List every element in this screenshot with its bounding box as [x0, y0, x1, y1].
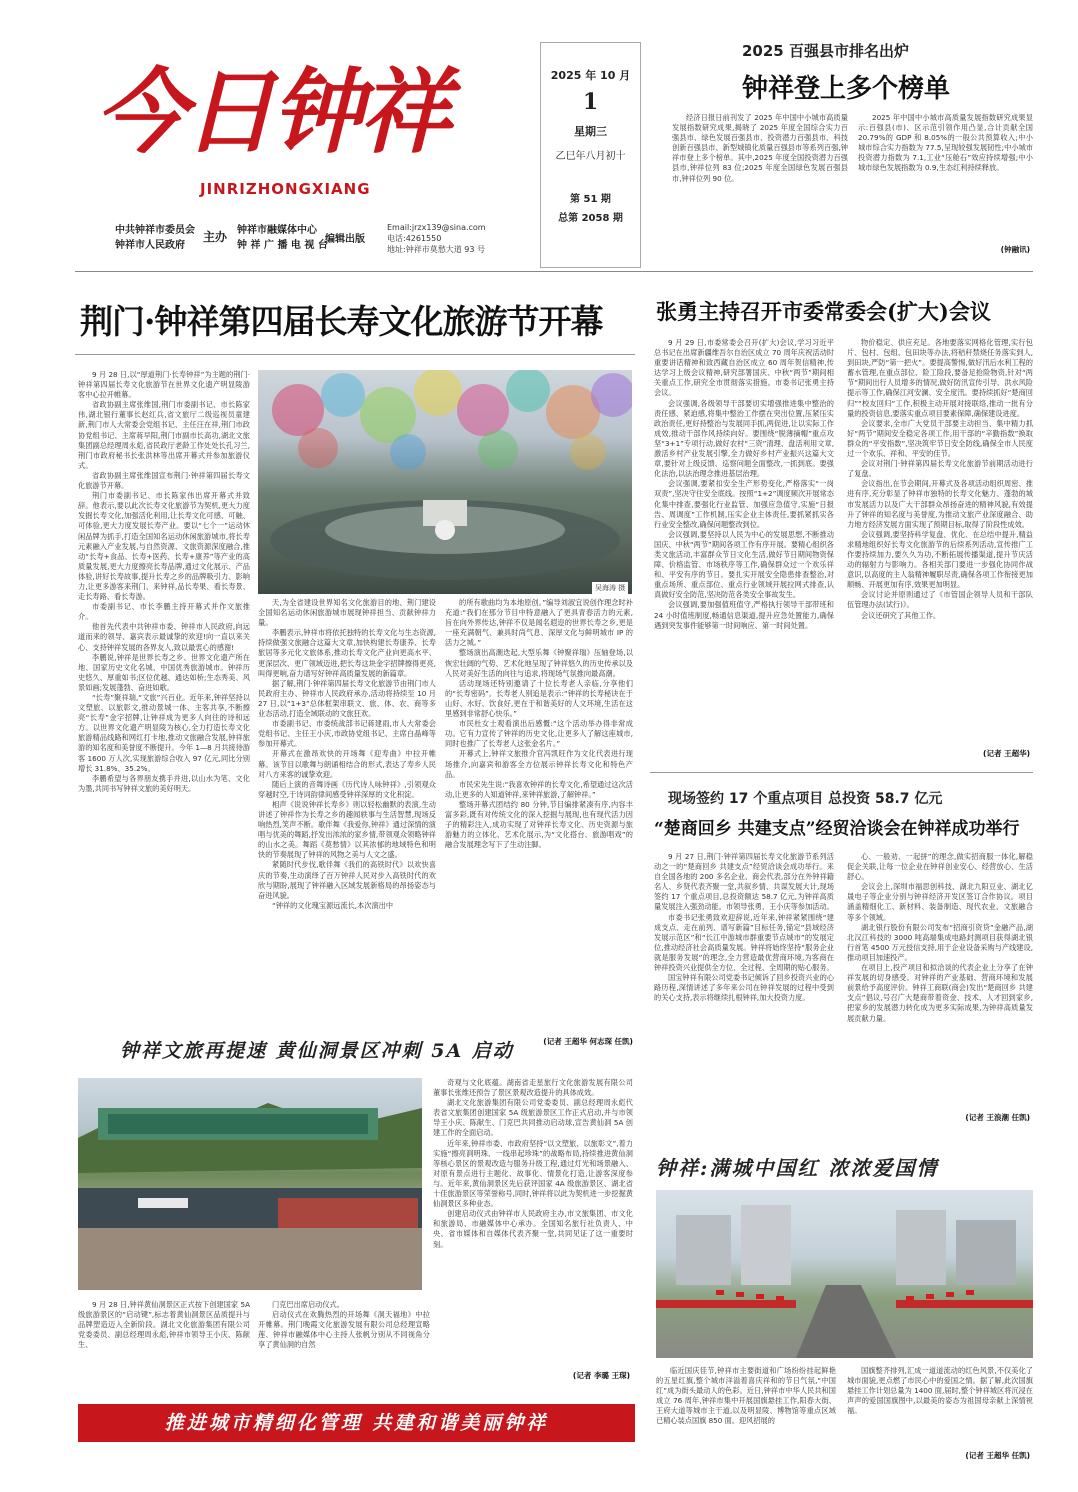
- publisher-block: 钟祥市融媒体中心 钟 祥 广 播 电 视 台: [237, 225, 328, 251]
- paragraph: 李鹏希望与各界朋友携手并进,以山水为笔、文化为墨,共同书写钟祥文旅的美好明天。: [78, 773, 250, 793]
- lead-rule: [75, 354, 635, 355]
- signing-col1: [654, 852, 834, 1137]
- paragraph: 在项目上,投产项目和拟洽谈的代表企业上分享了在钟祥发展的切身感受。对钟祥的产业基础、营商环境和发展前景给予高度评价。钟祥工商联(商会)发出“楚商回乡 共建支点”倡议,号召广大楚商带着资金、技术、人才回到家乡,把家乡的发展潜力转化成为更多实际成果,为钟祥高质量发展贡献力量。: [847, 963, 1033, 1023]
- tourism-photo: [78, 1078, 422, 1290]
- paragraph: 创建启动仪式由钟祥市人民政府主办,市文旅集团、市文化和旅游局、市融媒体中心承办。全国知名旅行社负责人、中央、省市媒体和自媒体代表齐聚一堂,共同见证了这一重要时刻。: [433, 1209, 633, 1249]
- paragraph: 紧随时代步伐,歌伴舞《我们的高铁时代》以欢快喜庆的节奏,生动演绎了百万钟祥人民对步入高铁时代的欢欣与期盼,展现了钟祥融入区域发展新格局的昂扬姿态与奋进风貌。: [258, 860, 436, 900]
- red-china-photo: [656, 1190, 1033, 1358]
- top-story-kicker: 2025 百强县市排名出炉: [742, 42, 909, 60]
- signing-col2: [847, 852, 1033, 1107]
- contact-block: Email:jrzx139@sina.com 电话:4261550 地址:钟祥市莫愁大道 93 号: [387, 223, 486, 254]
- paragraph: 活动现场还特别邀请了十位长寿老人亲临,分享他们的“长寿密码”。长寿老人别追是表示:“钟祥的长寿秘诀在于山好、水好、饮食好,更在于和谐美好的人文环境,生活在这里感到非常舒心快乐。”: [445, 678, 633, 719]
- paragraph: “钟祥的文化瑰宝源远流长,本次演出中: [272, 900, 394, 910]
- paragraph: 国宝钟祥有限公司党委书记倾诉了回乡投资兴业的心路历程,深情讲述了多年来公司在钟祥发展的过程中受到的关心支持,表示将继续扎根钟祥,加大投资力度。: [654, 973, 834, 1003]
- masthead-divider: [75, 271, 1033, 272]
- sponsor-block: 中共钟祥市委员会 钟祥市人民政府: [115, 225, 195, 251]
- ceremony-stage-illustration: [78, 1078, 422, 1290]
- lead-col3: [445, 598, 633, 1028]
- red-china-headline: 钟祥:满城中国红 浓浓爱国情: [656, 1156, 939, 1180]
- paragraph: 心、一般劝、一起拼”的理念,做实招商服一体化,解稳促企关联,让每一位企业在钟祥创业安心、经营放心、生活舒心。: [847, 852, 1033, 882]
- paragraph: 9 月 29 日,市委常委会召开(扩大)会议,学习习近平总书记在出席新疆维吾尔自治区成立 70 周年庆祝活动时重要讲话精神和致西藏自治区成立 60 周年贺信精神,传达学习上级会议精神,研究部署国庆、中秋“两节”期间相关重点工作,研究全市贯彻落实措施。市委书记张勇主持会议。: [654, 338, 834, 398]
- paragraph: 市委副书记、市委统战部书记蒋建雨,市人大常委会党组书记、主任王小庆,市政协党组书记、主席白晶峰等参加开幕式。: [258, 719, 436, 749]
- paragraph: 相声《说说钟祥长寿乡》则以轻松幽默的表演,生动讲述了钟祥作为长寿之乡的趣闻轶事与生活智慧,现场反响热烈,笑声不断。歌伴舞《我爱你,钟祥》通过深情的演唱与优美的舞蹈,抒发出浓浓的家乡情,带领观众领略钟祥的山水之美。舞蹈《莫愁情》以其浓郁的地域特色和明快的节奏展现了钟祥的风物之美与人文之盛。: [258, 799, 436, 860]
- date-box: [540, 42, 641, 268]
- signing-kicker: 现场签约 17 个重点项目 总投资 58.7 亿元: [668, 791, 943, 807]
- paragraph: 省政协副主席张维国宣布荆门·钟祥第四届长寿文化旅游节开幕。: [78, 470, 250, 491]
- meeting-rule: [650, 772, 1033, 773]
- paragraph: 市委副书记、市长李鹏主持开幕式并作文旅推介。: [78, 602, 250, 622]
- meeting-byline: (记者 王超华): [983, 749, 1030, 758]
- date-issue: 第 51 期: [570, 194, 611, 205]
- paragraph: 李鹏说,钟祥是世界长寿之乡、世界文化遗产所在地、国家历史文化名城、中国优秀旅游城市。钟祥历史悠久、厚重如书;区位优越、通达如桥;生态秀美、风景如画;发展蓬勃、奋进如歌。: [78, 652, 250, 692]
- fireworks-illustration: [258, 370, 632, 594]
- tourism-byline: (记者 李璐 王琛): [572, 1371, 630, 1380]
- paragraph: 的所有歌曲均为本地原创。”编导刘淑宜说创作理念时补充道:“我们在那分节目中特意融入了更具青春活力的元素,旨在向外界传达,钟祥不仅是闻名遐迩的世界长寿之乡,更是一座充满朝气、兼具时尚气息、深厚文化与鲜明城市 IP 的活力之城。”: [445, 598, 633, 648]
- paragraph: 会议强调,要坚持以人民为中心的发展思想,不断推动国庆、中秋“两节”期间各项工作有序开展。要精心组织各类文旅活动,丰富群众节日文化生活,做好节日期间物资保障、价格监管、市场秩序等工作,确保群众过一个欢乐祥和、平安有序的节日。要扎实开展安全隐患排查整治,对重点场所、重点部位、重点行业领域开展拉网式排查,认真做好安全防范,坚决防范各类安全事故发生。: [654, 529, 834, 600]
- footer-slogan-text: 推进城市精细化管理 共建和谐美丽钟祥: [164, 1412, 549, 1434]
- meeting-col2: [847, 338, 1033, 738]
- paragraph: 会议对荆门·钟祥第四届长寿文化旅游节前期活动进行了复盘。: [847, 459, 1033, 479]
- footer-slogan-banner: [78, 1404, 635, 1442]
- paragraph: 整场演出高潮迭起,大型乐舞《钟聚祥瑞》压轴登场,以恢宏壮阔的气势、艺术化地呈现了钟祥悠久的历史传承以及人民对美好生活的向往与追求,将现场气氛推向最高潮。: [445, 648, 633, 678]
- lead-photo: [258, 370, 632, 594]
- tourism-col3: [433, 1078, 633, 1366]
- paragraph: 会议强调,要加强值班值守,严格执行领导干部带班和 24 小时值班制度,畅通信息渠道,提升应急处置能力,确保遇到突发事件能够第一时间响应、第一时间处置。: [654, 600, 834, 630]
- paragraph: 会议要求,全市广大党员干部要主动担当、集中精力抓好“两节”期间安全稳定各项工作,用干部的“辛勤指数”换取群众的“平安指数”,坚决筑牢节日安全防线,确保全市人民度过一个欢乐、祥和、平安的佳节。: [847, 418, 1033, 459]
- paragraph: 开幕式在激昂欢快的开场舞《迎寿曲》中拉开帷幕。该节目以歌舞与朗诵相结合的形式,表达了寿乡人民对八方来客的诚挚欢迎。: [258, 749, 436, 779]
- paragraph: 启动仪式在欢腾热烈的开场舞《洞天福地》中拉开帷幕。荆门晚霞文化旅游发展有限公司总经理宣略莲、钟祥市融媒体中心主持人张帆分别从不同视角分享了黄仙洞的自然: [258, 1310, 430, 1350]
- red-china-byline: (记者 王超华 任凯): [965, 1451, 1030, 1460]
- paragraph: 9 月 28 日,以“厚道荆门·长寿钟祥”为主题的荆门·钟祥第四届长寿文化旅游节在世界文化遗产明显陵游客中心拉开帷幕。: [78, 370, 250, 400]
- paragraph: 会议讨论并原则通过了《市管国企领导人员和干部队伍管理办法(试行)》。: [847, 590, 1033, 610]
- lead-photo-credit: 吴海涛 摄: [592, 582, 628, 594]
- date-weekday: 星期三: [574, 125, 607, 138]
- edit-label: 编辑出版: [325, 234, 365, 245]
- paragraph: 会议强调,各级领导干部要切实增强推进集中整治的责任感、紧迫感,将集中整治工作摆在突出位置,压紧压实政治责任,更好持整治与发展同手抓,两促进,让以实际工作成效,推动干部作风持续向好。要围绕“脱薄摘帽”重点攻坚“3+1”专项行动,做好农村“三资”清理、盘活利用文章,激活乡村产业发展引擎,全力做好乡村产业振兴这篇大文章,要针对上级反馈、巡察问题全面整改,一抓到底。要强化法治,以法治理念推进基层治理。: [654, 398, 834, 479]
- top-story-title: 钟祥登上多个榜单: [742, 74, 951, 104]
- paragraph: 随后上演的音舞诗画《历代诗人咏钟祥》,引领观众穿越时空,于诗词韵律间感受钟祥深厚的文化积淀。: [258, 779, 436, 799]
- lead-byline: (记者 王超华 何志琛 任凯): [543, 1037, 633, 1046]
- paragraph: 物价稳定、供应充足。各地要落实网格化管理,实行包片、包村、包组、包田块等办法,将秸秆禁烧任务落实到人,到田块,严防“第一把火”。要提高警惕,做好汛后水利工程的蓄水管理,在重点部位、险工险段,要备足抢险物资,针对“两节”期间出行人员增多的情况,做好防汛宣传引导、洪水风险提示等工作,确保江河安澜、安全度汛。要持续抓好“楚商回归”“校友回归”工作,积极主动开展对接联络,推动一批有分量的投资信息,要落实重点项目要素保障,确保建设进度。: [847, 338, 1033, 418]
- paragraph: 他首先代表中共钟祥市委、钟祥市人民政府,向远道而来的领导、嘉宾表示最诚挚的欢迎!向一直以来关心、支持钟祥发展的各界友人,致以最衷心的感谢!: [78, 622, 250, 652]
- paragraph: “长寿”聚祥瑞,“文旅”兴百业。近年来,钟祥坚持以文塑旅、以旅彰文,推动景城一体、主客共享,不断擦亮“长寿”金字招牌,让钟祥成为更多人向往的诗和远方。以世界文化遗产明显陵为核心,全力打造长寿文化旅游精品线路和网红打卡地,推动文旅融合发展,钟祥旅游的知名度和美誉度不断提升。今年 1—8 月共接待游客 1600 万人次,实现旅游综合收入 97 亿元,同比分别增长 31.8%、35.2%。: [78, 693, 250, 773]
- date-lunar: 乙巳年八月初十: [555, 151, 626, 162]
- paragraph: 市民宋先生说:“我喜欢钟祥的长寿文化,希望通过这次活动,让更多的人知道钟祥,来钟祥旅游,了解钟祥。”: [445, 779, 633, 799]
- top-story-col1: 经济日报日前刊发了 2025 年中国中小城市高质量发展指数研究成果,揭晓了 2025 年度全国综合实力百强县市、绿色发展百强县市、投资潜力百强县市、科技创新百强县市、新型城镇化质量百强县市等系列百强,钟祥市登上多个榜单。其中,2025 年度全国投资潜力百强县市,钟祥位列 83 位;2025 年度全国绿色发展百强县市,钟祥位列 90 位。: [672, 113, 848, 183]
- paragraph: 奇观与文化底蕴。湖南省走星旅行文化旅游发展有限公司董事长张维还预告了景区景观改造提升的具体成效。: [433, 1078, 633, 1098]
- masthead-pinyin: JINRIZHONGXIANG: [200, 180, 371, 198]
- top-story-byline: (钟融讯): [1000, 245, 1030, 254]
- paragraph: 整场开幕式团结约 80 分钟,节目编排紧凑有序,内容丰富多彩,既有对传统文化的深入挖掘与展现,也有现代活力因子的精彩注入,成功实现了对钟祥长寿文化、历史资源与旅游魅力的立体化、艺术化展示,为“文化搭台、旅游唱戏”的融合发展理念写下了生动注脚。: [445, 799, 633, 850]
- red-china-col1: 临近国庆佳节,钟祥市主要街道和广场纷纷挂起鲜艳的五星红旗,整个城市洋溢着喜庆祥和的节日气氛,“中国红”成为街头最动人的色彩。近日,钟祥市中华人民共和国成立 76 周年,钟祥市集中开展国旗悬挂工作,阳春大街、王府大道等城市主干道,以及明显陵、博物馆等重点区域已精心装点国旗 850 面。迎风招展的: [656, 1366, 836, 1426]
- paragraph: 会议强调,要坚持科学复盘、优化、在总结中提升,精益求精地组织好长寿文化旅游节的后续系列活动,宣传推广工作要持续加力,要久久为功,不断拓展传播渠道,提升节庆活动的辐射力与影响力。各相关部门要进一步强化协同作战意识,以高度的主人翁精神履职尽责,确保各项工作衔接更加顺畅、开展更加有序,效果更加明显。: [847, 529, 1033, 590]
- paragraph: 湖北文化旅游集团有限公司党委委员、副总经理周永彪代表省文旅集团创建国家 5A 级旅游景区工作正式启动,并与市领导王小庆、陈献生、门克巴共同推动启动球,宣告黄仙洞 5A 创建工作的全面启动。: [433, 1098, 633, 1138]
- date-day: 1: [582, 89, 599, 115]
- date-year-month: 2025 年 10 月: [550, 69, 631, 82]
- date-total: 总第 2058 期: [558, 213, 623, 224]
- paragraph: 据了解,荆门·钟祥第四届长寿文化旅游节由荆门市人民政府主办、钟祥市人民政府承办,活动将持续至 10 月 27 日,以“1+3”总体框架串联文、旅、体、农、商等多业态活动,打造全域联动的文旅狂欢。: [258, 678, 436, 719]
- street-flags-illustration: [656, 1190, 1033, 1358]
- paragraph: 天,为全省建设世界知名文化旅游目的地、荆门建设全国知名运动休闲旅游城市展现钟祥担当、贡献钟祥力量。: [258, 598, 436, 628]
- masthead-logo: 今日钟祥: [95, 58, 448, 166]
- paragraph: 近年来,钟祥市委、市政府坚持“以文塑旅、以旅彰文”,着力实施“擦亮洞明珠、一线串起珍珠”的战略布局,持续推进黄仙洞等核心景区的景观改造与服务升级工程,通过灯光和场景融入、对原有景点进行主题化、故事化、情景化打造,让游客深度参与。近年来,黄仙洞景区先后获评国家 4A 级旅游景区、湖北省十佳旅游景区等荣誉称号,同时,钟祥将以此为契机进一步挖掘黄仙洞景区多种业态。: [433, 1138, 633, 1209]
- signing-byline: (记者 王浪潮 任凯): [965, 1113, 1030, 1122]
- paragraph: 开幕式上,钟祥文旅推介官冯凯旺作为文化代表进行现场推介,向嘉宾和游客全方位展示钟祥长寿文化和特色产品。: [445, 749, 633, 779]
- meeting-col1: [654, 338, 834, 778]
- paragraph: 市委书记张勇致欢迎辞说,近年来,钟祥紧紧围绕“建成支点、走在前列、谱写新篇”目标任务,锚定“县域经济发展示范区”和“长江中游城市群重要节点城市”的发展定位,推动经济社会高质量发展。钟祥将始终坚持“服务企业就是服务发展”的理念,全力营造最优营商环境,为客商在钟祥投资兴业提供全方位、全过程、全周期的贴心服务。: [654, 912, 834, 973]
- host-label: 主办: [203, 230, 228, 244]
- paragraph: 荆门市委副书记、市长陈家伟出席开幕式并致辞。他表示,要以此次长寿文化旅游节为契机,更大力度发掘长寿文化,加强活化利用,让长寿文化可感、可触、可体验,更大力度发展长寿产业。要以“七个一”运动休闲品牌为抓手,打造全国知名运动休闲旅游城市,将长寿元素融入产业发展,与自然资源、文旅资源深度融合,推动“长寿+食品、长寿+医药、长寿+康养”等产业的高质量发展,更大力度擦亮长寿品牌,通过文化展示、产品体验,讲好长寿故事,提升长寿之乡的品牌吸引力、影响力,让更多游客来荆门、来钟祥,品长寿果、看长寿景、走长寿路、看长寿游。: [78, 491, 250, 602]
- signing-headline: “楚商回乡 共建支点”经贸洽谈会在钟祥成功举行: [654, 819, 1020, 839]
- tourism-col1: [78, 1300, 250, 1380]
- top-story-col2: 2025 年中国中小城市高质量发展指数研究成果显示:百强县(市)、区示范引领作用凸显,合计贡献全国 20.79%的 GDP 和 8.05%的一般公共预算收入;中小城市综合实力指数为 77.5,呈现较强发展韧性;中小城市投资潜力指数为 7.1,工业“压舱石”效应持续增强;中小城市绿色发展指数为 0.9,生态红利持续释放。: [858, 113, 1033, 173]
- paragraph: 门克巴出席启动仪式。: [272, 1300, 344, 1309]
- paragraph: 9 月 28 日,钟祥黄仙洞景区正式按下创建国家 5A 级旅游景区的“启动键”,标志着黄仙洞景区品质提升与品牌塑造迈入全新阶段。湖北文化旅游集团有限公司党委委员、副总经理周永彪,钟祥市领导王小庆、陈献生、: [78, 1300, 250, 1350]
- tourism-headline: 钟祥文旅再提速 黄仙洞景区冲刺 5A 启动: [120, 1040, 514, 1062]
- paragraph: 会议指出,在节会期间,开幕式及各项活动组织周密、推进有序,充分彰显了钟祥市独特的长寿文化魅力、蓬勃的城市发展活力以及广大干部群众昂扬奋进的精神风貌,有效提升了钟祥的知名度与美誉度,为推动文旅产业深度融合、助力地方经济发展方面实现了预期目标,取得了阶段性成效。: [847, 479, 1033, 529]
- paragraph: 市民杜女士观看演出后感慨:“这个活动举办得非常成功。它有力宣传了钟祥的历史文化,让更多人了解这座城市,同时也推广了长寿老人这张金名片。”: [445, 719, 633, 749]
- paragraph: 湖北银行股份有限公司发布“招商引资贷”金融产品,湖北汉江科技的 3000 吨高端集成电路封测项目获得湖北银行首笔 4500 万元授信支持,用于企业设备采购与产线建设,推动项目加速投产。: [847, 922, 1033, 962]
- paragraph: 会议会上,深圳市福思创科技、湖北九阳豆业、湖北亿晟电子等企业分别与钟祥经济开发区签订合作协议。项目涵盖精细化工、新材料、装备制造、现代农业、文旅融合等多个领域。: [847, 882, 1033, 922]
- paragraph: 省政协副主席张维国,荆门市委副书记、市长陈家伟,湖北银行董事长赵红兵,省文旅厅二级巡视员童建新,荆门市人大常委会党组书记、主任汪在祥,荆门市政协党组书记、主席蒋早阳,荆门市副市长高功,湖北文旅集团副总经理周永彪,省民政厅老龄工作处处长孔习兰,荆门市政府秘书长张洪林等出席开幕式并参加旅游仪式。: [78, 400, 250, 470]
- paragraph: 会议强调,要紧扣安全生产形势变化,严格落实“一岗双责”,坚决守住安全底线。按照“1+2”调度频次开展常态化集中排查,要强化行业监管、加强应急值守,实施“日报告、周调度”工作机制,压实企业主体责任,要抓紧抓实各行业安全整改,确保问题整改到位。: [654, 479, 834, 529]
- lead-headline: 荆门·钟祥第四届长寿文化旅游节开幕: [80, 302, 603, 341]
- tourism-col2: [258, 1300, 430, 1380]
- paragraph: 9 月 27 日,荆门·钟祥第四届长寿文化旅游节系列活动之一的“楚商回乡 共建支点”经贸洽谈会成功举行。来自全国各地的 200 多名企业、商会代表,部分在外钟祥籍名人、乡贤代表齐聚一堂,共叙乡情、共谋发展大计,现场签约 17 个重点项目,总投资额达 58.7 亿元,为钟祥高质量发展注入强劲动能。市领导张勇、王小庆等参加活动。: [654, 852, 834, 912]
- red-china-col2: 国旗整齐排列,汇成一道道流动的红色风景,不仅美化了城市面貌,更点燃了市民心中的爱国之情。据了解,此次国旗悬挂工作计划总量为 1400 面,届时,整个钟祥城区将沉浸在声声的爱国国旗图中,以最美的姿态为祖国母亲献上深情祝福。: [847, 1366, 1033, 1416]
- meeting-headline: 张勇主持召开市委常委会(扩大)会议: [656, 299, 991, 324]
- paragraph: 李鹏表示,钟祥市将依托独特的长寿文化与生态资源,持续做强文旅融合这篇大文章,加快构建长寿康养、长寿旅居等多元化文旅体系,推动长寿文化产业向更高水平、更深层次、更广领域迈进,把长寿这块金字招牌擦得更亮,叫得更响,奋力谱写好钟祥高质量发展的新篇章。: [258, 628, 436, 678]
- paragraph: 会议还研究了其他工作。: [861, 610, 941, 620]
